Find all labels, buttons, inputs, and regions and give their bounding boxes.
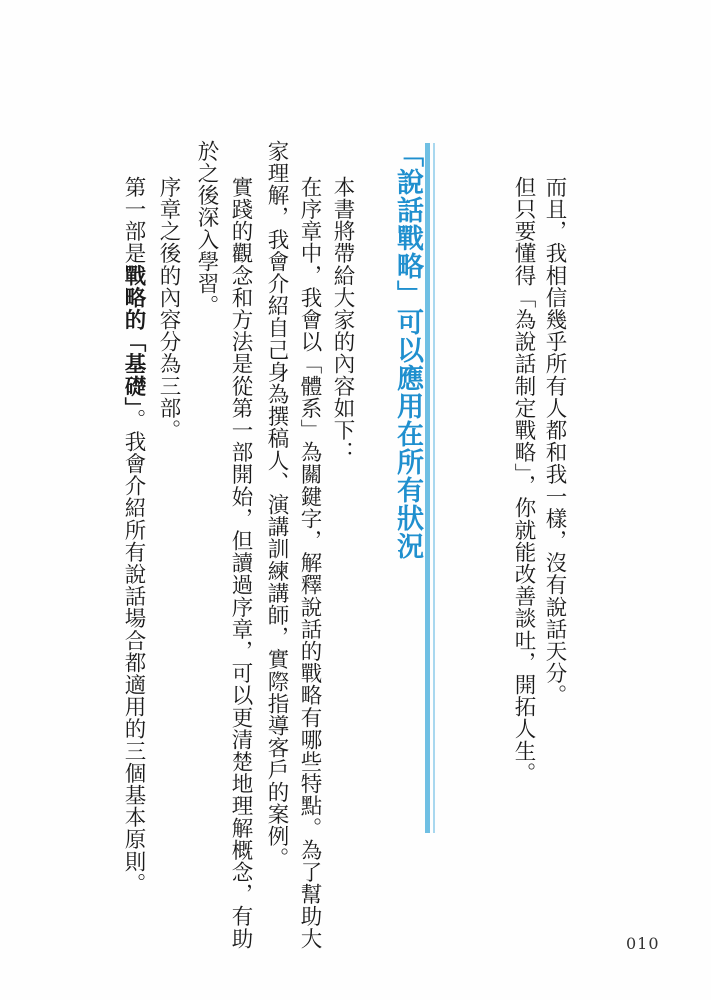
paragraph-text: 第一部是 — [121, 176, 146, 265]
bold-emphasis: 戰略的「基礎」 — [121, 264, 146, 409]
paragraph-line: 在序章中，我會以「體系」為關鍵字，解釋說話的戰略有哪些特點。為了幫助大 — [297, 176, 322, 950]
page-number: 010 — [626, 934, 660, 953]
heading-rule — [425, 143, 430, 833]
paragraph-line: 實踐的觀念和方法是從第一部開始，但讀過序章，可以更清楚地理解概念，有助 — [228, 176, 253, 950]
paragraph-line: 但只要懂得「為說話制定戰略」，你就能改善談吐，開拓人生。 — [511, 176, 536, 785]
paragraph-line: 序章之後的內容分為三部。 — [156, 176, 181, 442]
section-heading: 「說話戰略」可以應用在所有狀況 — [392, 140, 423, 560]
paragraph-line — [120, 176, 146, 895]
heading-rule-thin — [433, 143, 435, 833]
paragraph-line: 家理解，我會介紹自己身為撰稿人、演講訓練講師，實際指導客戶的案例。 — [264, 140, 289, 870]
paragraph-line: 於之後深入學習。 — [194, 140, 219, 317]
paragraph-line: 而且，我相信幾乎所有人都和我一樣，沒有說話天分。 — [542, 176, 567, 707]
paragraph-line: 本書將帶給大家的內容如下： — [330, 176, 355, 464]
paragraph-text: 。我會介紹所有說話場合都適用的三個基本原則。 — [121, 408, 146, 895]
